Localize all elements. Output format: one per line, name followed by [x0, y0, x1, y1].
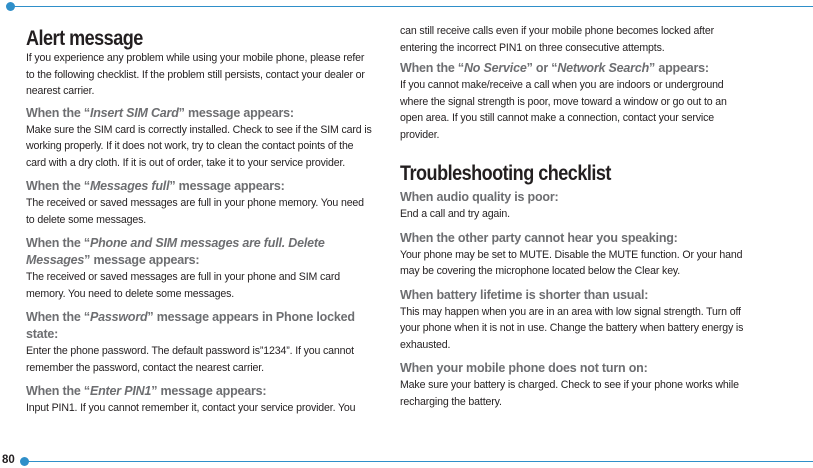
- alert-item-text: Make sure the SIM card is correctly installed. Check to see if the SIM card is working properly. If it does not work, try to clean the contact points of the card with a dry cloth. If it is out of order, take it to your service provider.: [26, 123, 372, 169]
- trouble-item-power-on: [400, 360, 745, 410]
- pin1-continuation-text: can still receive calls even if your mobile phone becomes locked after entering the incorrect PIN1 on three consecutive attempts.: [400, 25, 714, 54]
- alert-message-title: Alert message: [26, 27, 143, 50]
- top-rule: [14, 6, 813, 7]
- alert-item-heading: When the “Phone and SIM messages are full. Delete Messages” message appears:: [26, 236, 325, 267]
- trouble-item-text: This may happen when you are in an area with low signal strength. Turn off your phone when it is not in use. Change the battery when battery energy is exhausted.: [400, 305, 744, 351]
- alert-item-heading: When the “Password” message appears in Phone locked state:: [26, 310, 355, 341]
- trouble-item-battery: [400, 287, 745, 354]
- trouble-item-heading: When the other party cannot hear you speaking:: [400, 230, 678, 245]
- alert-item-text: Enter the phone password. The default password is”1234”. If you cannot remember the password, contact the nearest carrier.: [26, 345, 354, 374]
- trouble-item-text: Make sure your battery is charged. Check to see if your phone works while recharging the battery.: [400, 379, 739, 408]
- alert-item-phone-sim-full: [26, 235, 374, 302]
- alert-item-text: If you cannot make/receive a call when you are indoors or underground where the signal strength is poor, move toward a window or go out to an open area. If you still cannot make a connection, contact your service provider.: [400, 79, 727, 141]
- alert-item-messages-full: [26, 178, 374, 228]
- alert-item-heading: When the “Messages full” message appears:: [26, 179, 285, 193]
- trouble-item-text: Your phone may be set to MUTE. Disable the MUTE function. Or your hand may be covering the microphone located below the Clear key.: [400, 248, 743, 277]
- alert-item-heading: When the “Insert SIM Card” message appears:: [26, 105, 294, 120]
- right-column: [400, 23, 745, 417]
- alert-item-text: The received or saved messages are full in your phone and SIM card memory. You need to delete some messages.: [26, 271, 340, 300]
- left-column: [26, 28, 374, 424]
- trouble-item-heading: When battery lifetime is shorter than usual:: [400, 287, 649, 302]
- troubleshooting-title: Troubleshooting checklist: [400, 162, 611, 185]
- alert-item-heading: When the “No Service” or “Network Search” appears:: [400, 61, 709, 75]
- alert-item-enter-pin1: [26, 383, 374, 417]
- alert-item-no-service: [400, 60, 745, 143]
- alert-item-text: The received or saved messages are full in your phone memory. You need to delete some messages.: [26, 197, 364, 226]
- trouble-item-heading: When your mobile phone does not turn on:: [400, 361, 648, 375]
- alert-intro: If you experience any problem while using your mobile phone, please refer to the following checklist. If the problem still persists, contact your dealer or nearest carrier.: [26, 52, 365, 97]
- alert-item-insert-sim: [26, 105, 374, 172]
- alert-item-heading: When the “Enter PIN1” message appears:: [26, 384, 267, 398]
- trouble-item-heading: When audio quality is poor:: [400, 190, 559, 204]
- trouble-item-audio: [400, 189, 745, 223]
- alert-item-text: Input PIN1. If you cannot remember it, contact your service provider. You: [26, 402, 356, 414]
- bottom-rule: [26, 461, 813, 462]
- trouble-item-text: End a call and try again.: [400, 208, 510, 220]
- page-number: 80: [2, 454, 15, 466]
- trouble-item-other-party: [400, 230, 745, 280]
- alert-item-password: [26, 309, 374, 376]
